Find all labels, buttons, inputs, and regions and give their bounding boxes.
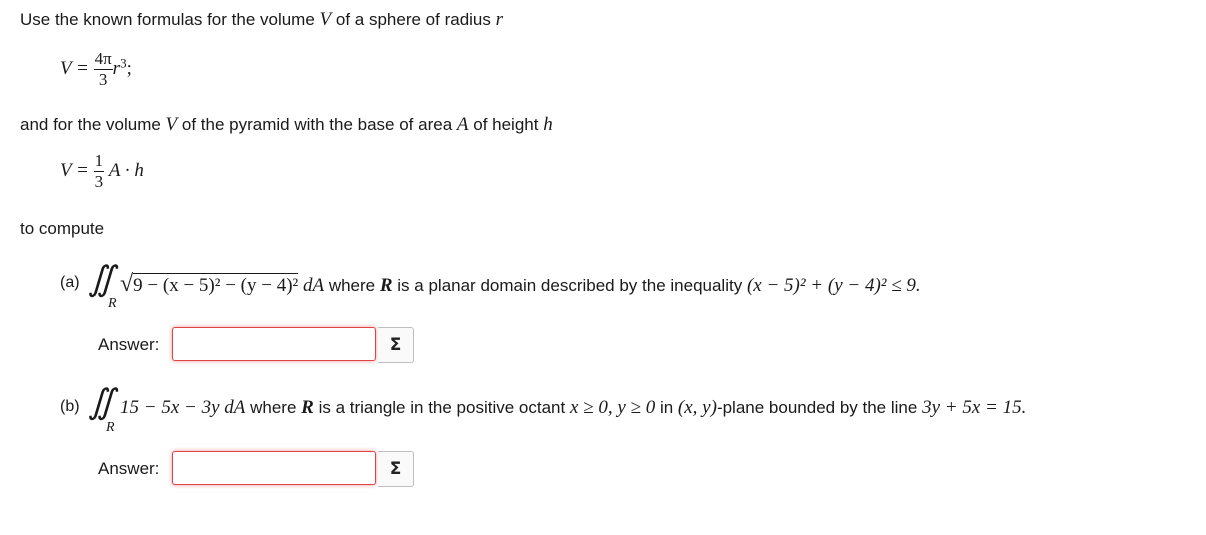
sphere-semicolon: ; [126,57,132,79]
sphere-formula [60,49,132,90]
part-a-inequality: (x − 5)² + (y − 4)² ≤ 9. [746,275,921,296]
pyramid-numerator: 1 [94,151,104,170]
pyramid-denominator: 3 [94,172,104,191]
pyramid-tail: A · h [108,159,144,181]
sphere-lhs: V = [60,57,89,79]
sigma-icon: Σ [389,335,402,355]
part-a-desc: is a planar domain described by the inequality [397,276,743,295]
part-b-cond: x ≥ 0, y ≥ 0 [569,397,656,418]
part-a-integral [88,259,105,299]
pyramid-fraction [94,151,105,192]
intro-var-r: r [495,9,504,30]
sphere-exponent: 3 [120,55,127,71]
part-a-r: R [379,275,393,296]
sigma-icon: Σ [389,459,402,479]
pyramid-lhs: V = [60,159,89,181]
part-a-integrand: 9 − (x − 5)² − (y − 4)² [133,275,299,296]
pyramid-mid: of the pyramid with the base of area [181,115,453,134]
part-a-sub-r: R [108,296,117,311]
pyramid-var-a: A [456,114,469,135]
pyramid-prefix: and for the volume [20,115,161,134]
intro-prefix: Use the known formulas for the volume [20,10,315,29]
part-b-sub-r: R [106,420,115,435]
part-a-da: dA [302,275,325,296]
part-b-integrand: 15 − 5x − 3y dA [120,397,246,418]
answer-b-label: Answer: [98,459,160,478]
intro-text [20,9,503,31]
part-a-label: (a) [60,274,80,291]
part-b-in: in [659,398,674,417]
part-b-expression [120,397,1026,419]
sqrt-icon: √ [120,271,134,297]
answer-a-label: Answer: [98,335,160,354]
part-b-desc1: is a triangle in the positive octant [318,398,566,417]
answer-b-sigma-button[interactable] [378,451,414,487]
double-integral-icon: ∬ [88,384,105,421]
pyramid-formula [60,151,144,192]
part-b-line-eq: 3y + 5x = 15. [922,397,1027,418]
pyramid-var-v: V [165,114,178,135]
pyramid-mid2: of height [473,115,539,134]
pyramid-text [20,114,553,136]
intro-var-v: V [319,9,332,30]
part-a-expression [120,271,921,298]
part-a-where: where [328,276,376,295]
double-integral-icon: ∬ [88,261,105,298]
intro-mid: of a sphere of radius [335,10,491,29]
sphere-fraction [94,49,113,90]
sphere-numerator: 4π [94,49,112,68]
part-b-plane: (x, y) [677,397,717,418]
pyramid-var-h: h [543,114,553,135]
part-b-label: (b) [60,398,80,415]
part-b-desc2: -plane bounded by the line [716,398,918,417]
part-b-integral [88,382,105,422]
answer-a-input[interactable] [172,327,376,361]
part-b-r: R [301,397,314,418]
answer-b-input[interactable] [172,451,376,485]
to-compute-text: to compute [20,219,105,238]
sphere-r: r [112,57,121,79]
answer-a-sigma-button[interactable] [378,327,414,363]
sphere-denominator: 3 [98,70,108,89]
part-b-where: where [250,398,297,417]
